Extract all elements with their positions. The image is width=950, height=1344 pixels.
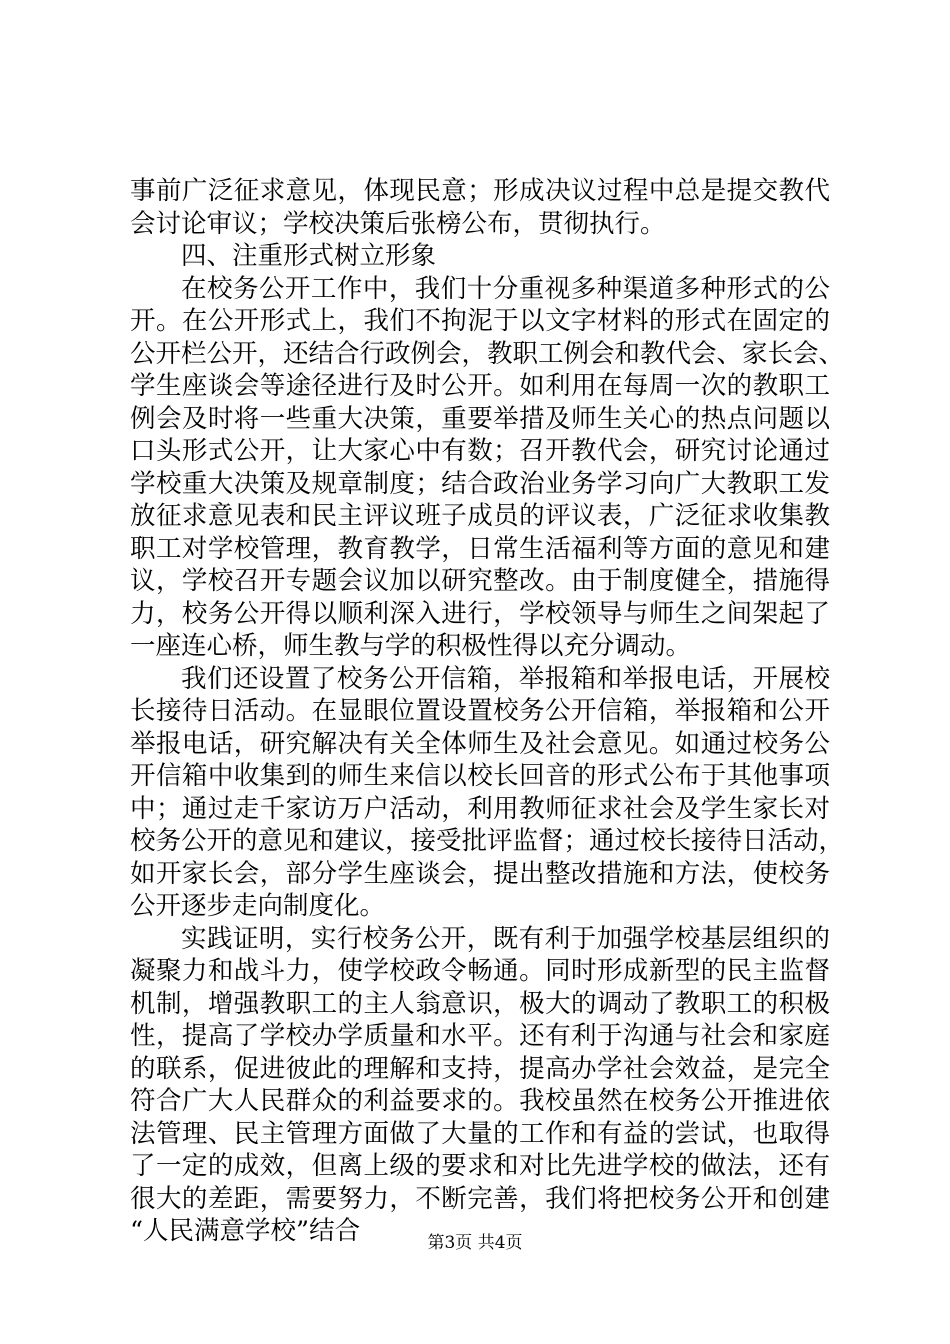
text-line: 放征求意见表和民主评议班子成员的评议表，广泛征求收集教 — [130, 501, 830, 531]
document-body — [130, 175, 845, 1248]
text-line: 校务公开的意见和建议，接受批评监督；通过校长接待日活动， — [130, 826, 845, 856]
text-line: 机制，增强教职工的主人翁意识，极大的调动了教职工的积极 — [130, 988, 830, 1019]
text-line: 实践证明，实行校务公开，既有利于加强学校基层组织的 — [181, 923, 830, 954]
text-line: 在校务公开工作中，我们十分重视多种渠道多种形式的公 — [181, 273, 830, 304]
text-line: 我们还设置了校务公开信箱，举报箱和举报电话，开展校 — [181, 663, 830, 694]
text-line: 公开栏公开，还结合行政例会，教职工例会和教代会、家长会、 — [130, 338, 845, 369]
text-line: 四、注重形式树立形象 — [181, 241, 437, 271]
text-line: 符合广大人民群众的利益要求的。我校虽然在校务公开推进依 — [130, 1086, 830, 1116]
text-line: “人民满意学校”结合 — [130, 1216, 361, 1246]
text-line: 凝聚力和战斗力，使学校政令畅通。同时形成新型的民主监督 — [130, 956, 830, 986]
text-line: 事前广泛征求意见，体现民意；形成决议过程中总是提交教代 — [130, 176, 830, 206]
text-line: 职工对学校管理，教育教学，日常生活福利等方面的意见和建 — [130, 533, 830, 564]
text-line: 如开家长会，部分学生座谈会，提出整改措施和方法，使校务 — [130, 858, 830, 889]
text-line: 一座连心桥，师生教与学的积极性得以充分调动。 — [130, 631, 692, 661]
text-line: 了一定的成效，但离上级的要求和对比先进学校的做法，还有 — [130, 1151, 830, 1181]
text-line: 议，学校召开专题会议加以研究整改。由于制度健全，措施得 — [130, 566, 830, 596]
text-line: 例会及时将一些重大决策，重要举措及师生关心的热点问题以 — [130, 403, 830, 434]
text-line: 学生座谈会等途径进行及时公开。如利用在每周一次的教职工 — [130, 371, 830, 401]
page-number-footer: 第3页 共4页 — [427, 1233, 523, 1253]
text-line: 口头形式公开，让大家心中有数；召开教代会，研究讨论通过 — [130, 436, 830, 466]
text-line: 力，校务公开得以顺利深入进行，学校领导与师生之间架起了 — [130, 598, 830, 629]
text-line: 的联系，促进彼此的理解和支持，提高办学社会效益，是完全 — [130, 1053, 830, 1084]
text-line: 开信箱中收集到的师生来信以校长回音的形式公布于其他事项 — [130, 761, 830, 791]
text-line: 开。在公开形式上，我们不拘泥于以文字材料的形式在固定的 — [130, 306, 830, 336]
text-line: 法管理、民主管理方面做了大量的工作和有益的尝试，也取得 — [130, 1118, 830, 1149]
text-line: 长接待日活动。在显眼位置设置校务公开信箱，举报箱和公开 — [130, 696, 830, 726]
text-line: 学校重大决策及规章制度；结合政治业务学习向广大教职工发 — [130, 468, 830, 499]
text-line: 性，提高了学校办学质量和水平。还有利于沟通与社会和家庭 — [130, 1021, 830, 1051]
text-line: 公开逐步走向制度化。 — [130, 891, 386, 921]
text-line: 很大的差距，需要努力，不断完善，我们将把校务公开和创建 — [130, 1183, 830, 1214]
text-line: 举报电话，研究解决有关全体师生及社会意见。如通过校务公 — [130, 728, 830, 759]
text-line: 会讨论审议；学校决策后张榜公布，贯彻执行。 — [130, 208, 666, 239]
text-line: 中；通过走千家访万户活动，利用教师征求社会及学生家长对 — [130, 793, 830, 824]
